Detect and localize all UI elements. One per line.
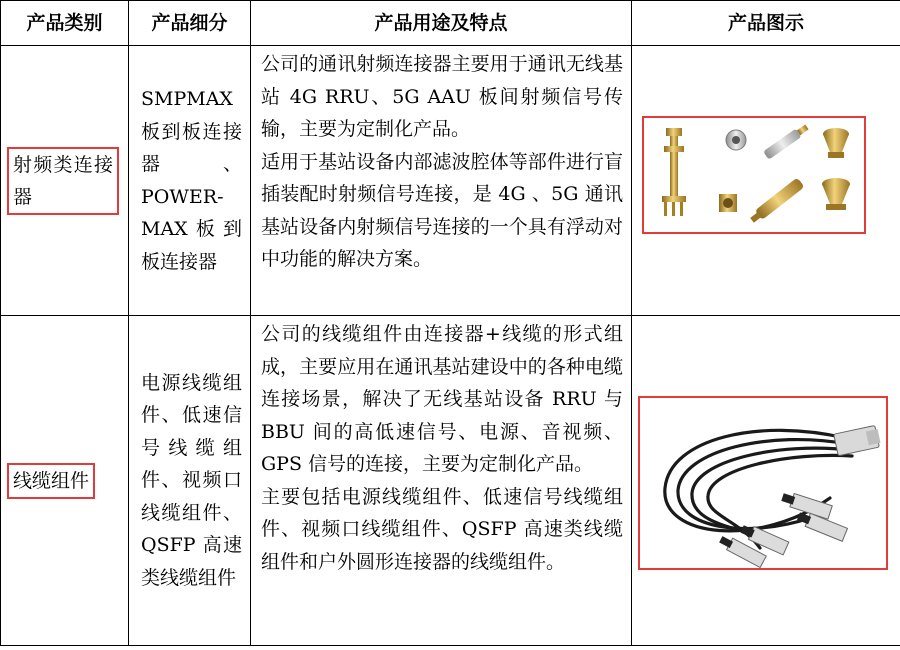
table-row: [1, 316, 900, 646]
subdivision-cell: 电源线缆组件、低速信号线缆组件、视频口线缆组件、QSFP 高速类线缆组件: [129, 316, 251, 646]
cable-assembly-icon: [640, 398, 886, 568]
subdivision-cell: SMPMAX板到板连接器、POWER-MAX板到板连接器: [129, 46, 251, 316]
header-image: 产品图示: [632, 1, 900, 46]
category-cell: [1, 46, 129, 316]
category-cell: [1, 316, 129, 646]
header-row: [1, 1, 900, 46]
header-description: 产品用途及特点: [251, 1, 632, 46]
table-row: [1, 46, 900, 316]
description-cell: [251, 46, 632, 316]
category-label: 射频类连接器: [7, 147, 119, 215]
description-paragraph: 公司的线缆组件由连接器+线缆的形式组成，主要应用在通讯基站建设中的各种电缆连接场景，解决了无线基站设备 RRU 与 BBU 间的高低速信号、电源、音视频、GPS 信号的连接，主要为定制化产品。: [261, 323, 623, 475]
description-paragraph: 公司的通讯射频连接器主要用于通讯无线基站 4G RRU、5G AAU 板间射频信号传输，主要为定制化产品。: [261, 53, 623, 140]
cable-assembly-image: [638, 396, 888, 570]
category-label: 线缆组件: [7, 463, 95, 499]
description-cell: [251, 316, 632, 646]
image-cell: [632, 316, 900, 646]
description-paragraph: 适用于基站设备内部滤波腔体等部件进行盲插装配时射频信号连接，是 4G 、5G 通讯基站设备内射频信号连接的一个具有浮动对中功能的解决方案。: [261, 150, 623, 270]
image-cell: [632, 46, 900, 316]
rf-connectors-icon: [644, 118, 864, 232]
header-category: 产品类别: [1, 1, 129, 46]
header-subdivision: 产品细分: [129, 1, 251, 46]
description-paragraph: 主要包括电源线缆组件、低速信号线缆组件、视频口线缆组件、QSFP 高速类线缆组件和户外圆形连接器的线缆组件。: [261, 485, 623, 573]
rf-connectors-image: [642, 116, 866, 234]
